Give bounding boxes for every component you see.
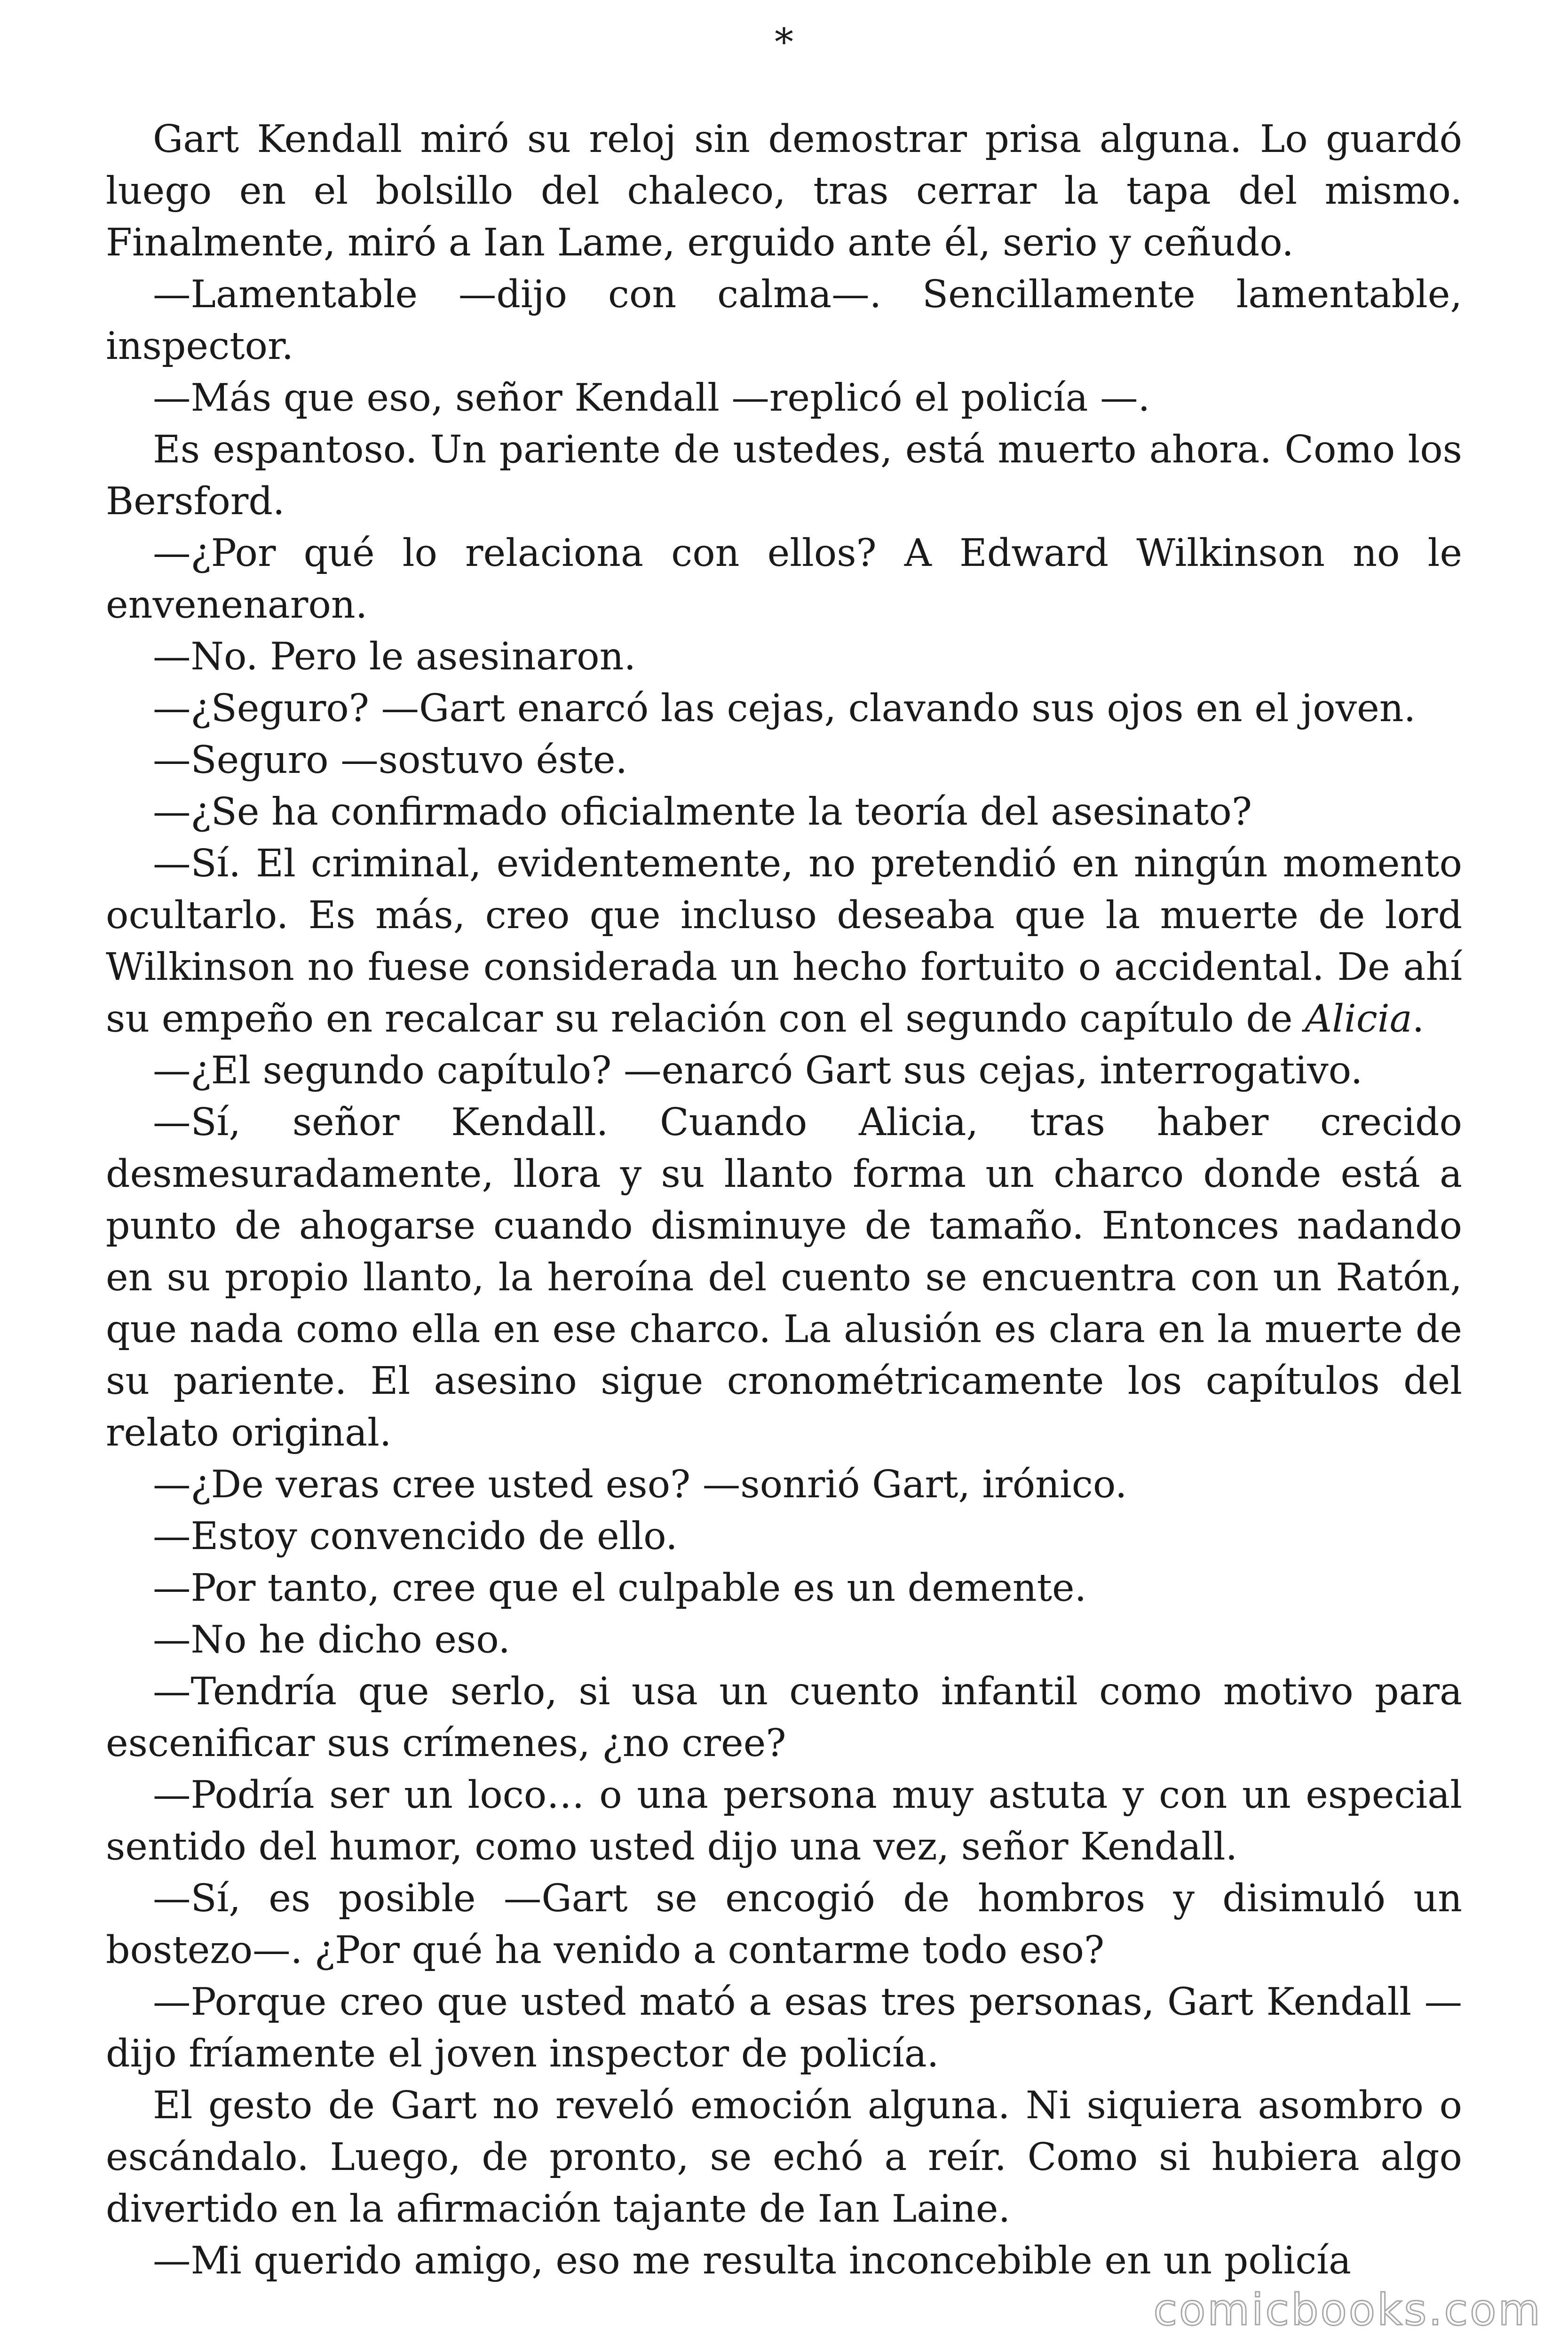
paragraph	[106, 837, 1462, 1044]
book-title-emphasis: Alicia	[1305, 996, 1412, 1041]
paragraph: Gart Kendall miró su reloj sin demostrar prisa alguna. Lo guardó luego en el bolsillo del chaleco, tras cerrar la tapa del mismo. Finalmente, miró a Ian Lame, erguido ante él, serio y ceñudo.	[106, 117, 1462, 264]
paragraph: —Mi querido amigo, eso me resulta inconcebible en un policía	[153, 2238, 1352, 2282]
paragraph: —¿El segundo capítulo? —enarcó Gart sus cejas, interrogativo.	[153, 1048, 1363, 1092]
paragraph: —No he dicho eso.	[153, 1617, 510, 1661]
paragraph: —Tendría que serlo, si usa un cuento infantil como motivo para escenificar sus crímenes, ¿no cree?	[106, 1669, 1462, 1765]
paragraph: —Sí, señor Kendall. Cuando Alicia, tras haber crecido desmesuradamente, llora y su llanto forma un charco donde está a punto de ahogarse cuando disminuye de tamaño. Entonces nadando en su propio llanto, la heroína del cuento se encuentra con un Ratón, que nada como ella en ese charco. La alusión es clara en la muerte de su pariente. El asesino sigue cronométricamente los capítulos del relato original.	[106, 1100, 1462, 1454]
paragraph: —¿De veras cree usted eso? —sonrió Gart, irónico.	[153, 1462, 1127, 1506]
paragraph: El gesto de Gart no reveló emoción alguna. Ni siquiera asombro o escándalo. Luego, de pronto, se echó a reír. Como si hubiera algo divertido en la afirmación tajante de Ian Laine.	[106, 2083, 1462, 2231]
paragraph-text: —Sí. El criminal, evidentemente, no pretendió en ningún momento ocultarlo. Es más, creo que incluso deseaba que la muerte de lord Wilkinson no fuese considerada un hecho fortuito o accidental. De ahí su empeño en recalcar su relación con el segundo capítulo de	[106, 841, 1462, 1041]
paragraph: —Estoy convencido de ello.	[153, 1514, 678, 1558]
paragraph: —Podría ser un loco… o una persona muy astuta y con un especial sentido del humor, como usted dijo una vez, señor Kendall.	[106, 1772, 1462, 1868]
paragraph: —Lamentable —dijo con calma—. Sencillamente lamentable, inspector.	[106, 272, 1462, 368]
paragraph: —¿Seguro? —Gart enarcó las cejas, clavando sus ojos en el joven.	[153, 686, 1416, 730]
paragraph: —Sí, es posible —Gart se encogió de hombros y disimuló un bostezo—. ¿Por qué ha venido a contarme todo eso?	[106, 1876, 1462, 1972]
paragraph: —No. Pero le asesinaron.	[153, 634, 636, 678]
paragraph: —Seguro —sostuvo éste.	[153, 738, 628, 782]
paragraph: —¿Se ha confirmado oficialmente la teoría del asesinato?	[153, 789, 1252, 834]
body-text	[106, 113, 1462, 2286]
paragraph-period: .	[1412, 996, 1425, 1041]
paragraph: —¿Por qué lo relaciona con ellos? A Edward Wilkinson no le envenenaron.	[106, 531, 1462, 627]
paragraph: —Por tanto, cree que el culpable es un demente.	[153, 1565, 1087, 1610]
paragraph: —Porque creo que usted mató a esas tres personas, Gart Kendall —dijo fríamente el joven inspector de policía.	[106, 1979, 1462, 2075]
paragraph: —Más que eso, señor Kendall —replicó el policía —.	[153, 375, 1150, 420]
paragraph: Es espantoso. Un pariente de ustedes, está muerto ahora. Como los Bersford.	[106, 427, 1462, 523]
site-watermark: comicbooks.com	[1153, 2285, 1542, 2335]
book-page	[106, 0, 1462, 2352]
section-separator: *	[775, 20, 793, 64]
